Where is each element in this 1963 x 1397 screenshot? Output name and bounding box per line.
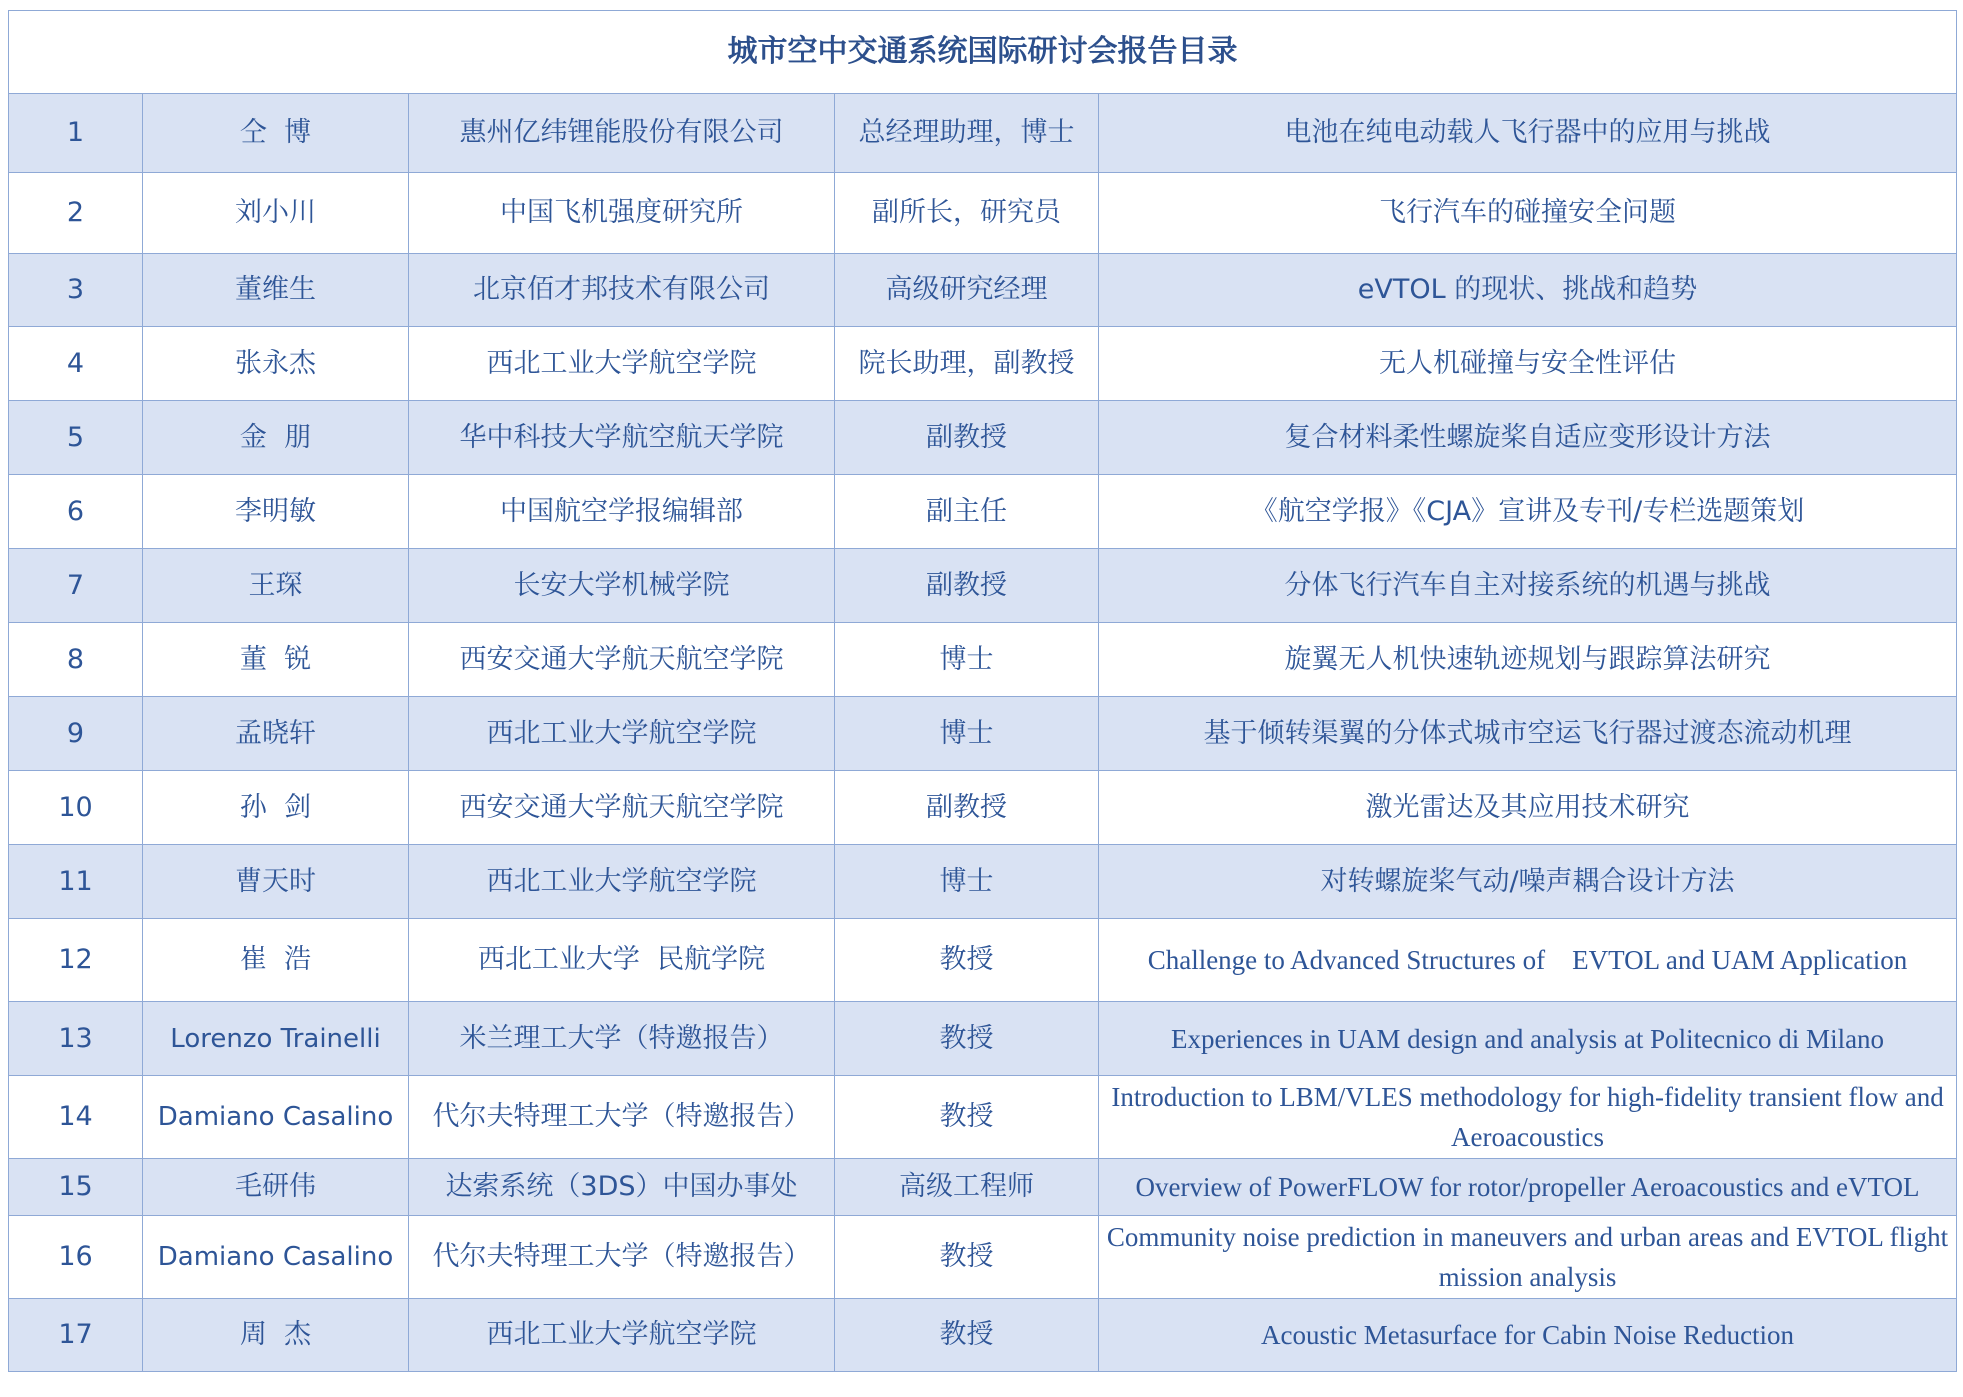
report-topic: Community noise prediction in maneuvers and urban areas and EVTOL flight mission analysis — [1099, 1216, 1957, 1299]
table-row — [9, 771, 1957, 845]
speaker-name: 李明敏 — [143, 475, 409, 549]
speaker-position: 博士 — [835, 845, 1099, 919]
table-row — [9, 549, 1957, 623]
speaker-position: 院长助理，副教授 — [835, 327, 1099, 401]
report-topic: eVTOL 的现状、挑战和趋势 — [1099, 254, 1957, 327]
speaker-organization: 代尔夫特理工大学（特邀报告） — [409, 1076, 835, 1159]
speaker-name: Damiano Casalino — [143, 1076, 409, 1159]
speaker-organization: 西北工业大学航空学院 — [409, 697, 835, 771]
table-row — [9, 475, 1957, 549]
speaker-organization: 西北工业大学航空学院 — [409, 845, 835, 919]
table-row — [9, 1159, 1957, 1216]
table-row — [9, 845, 1957, 919]
table-row — [9, 254, 1957, 327]
table-row — [9, 94, 1957, 173]
speaker-name: 金 朋 — [143, 401, 409, 475]
table-row — [9, 401, 1957, 475]
row-number: 13 — [9, 1002, 143, 1076]
speaker-position: 博士 — [835, 623, 1099, 697]
title-row — [9, 11, 1957, 94]
table-row — [9, 1216, 1957, 1299]
speaker-position: 副教授 — [835, 549, 1099, 623]
row-number: 2 — [9, 173, 143, 254]
speaker-name: 董 锐 — [143, 623, 409, 697]
speaker-name: Lorenzo Trainelli — [143, 1002, 409, 1076]
speaker-position: 高级研究经理 — [835, 254, 1099, 327]
report-topic: 飞行汽车的碰撞安全问题 — [1099, 173, 1957, 254]
speaker-organization: 西安交通大学航天航空学院 — [409, 771, 835, 845]
table-row — [9, 1299, 1957, 1372]
speaker-position: 博士 — [835, 697, 1099, 771]
speaker-name: 孟晓轩 — [143, 697, 409, 771]
speaker-position: 副所长，研究员 — [835, 173, 1099, 254]
report-topic: 激光雷达及其应用技术研究 — [1099, 771, 1957, 845]
row-number: 15 — [9, 1159, 143, 1216]
speaker-name: 崔 浩 — [143, 919, 409, 1002]
speaker-organization: 华中科技大学航空航天学院 — [409, 401, 835, 475]
row-number: 5 — [9, 401, 143, 475]
row-number: 10 — [9, 771, 143, 845]
speaker-name: 曹天时 — [143, 845, 409, 919]
speaker-organization: 米兰理工大学（特邀报告） — [409, 1002, 835, 1076]
table-row — [9, 623, 1957, 697]
speaker-organization: 惠州亿纬锂能股份有限公司 — [409, 94, 835, 173]
report-topic: Introduction to LBM/VLES methodology for high-fidelity transient flow and Aeroacoustics — [1099, 1076, 1957, 1159]
report-topic: 基于倾转渠翼的分体式城市空运飞行器过渡态流动机理 — [1099, 697, 1957, 771]
row-number: 17 — [9, 1299, 143, 1372]
table-row — [9, 697, 1957, 771]
speaker-position: 教授 — [835, 1299, 1099, 1372]
report-topic: 分体飞行汽车自主对接系统的机遇与挑战 — [1099, 549, 1957, 623]
row-number: 11 — [9, 845, 143, 919]
table-title: 城市空中交通系统国际研讨会报告目录 — [9, 11, 1957, 94]
row-number: 4 — [9, 327, 143, 401]
speaker-organization: 中国飞机强度研究所 — [409, 173, 835, 254]
row-number: 6 — [9, 475, 143, 549]
table-row — [9, 919, 1957, 1002]
speaker-position: 总经理助理，博士 — [835, 94, 1099, 173]
report-topic: 旋翼无人机快速轨迹规划与跟踪算法研究 — [1099, 623, 1957, 697]
speaker-position: 副教授 — [835, 401, 1099, 475]
speaker-name: 孙 剑 — [143, 771, 409, 845]
speaker-organization: 长安大学机械学院 — [409, 549, 835, 623]
speaker-name: 刘小川 — [143, 173, 409, 254]
report-catalog — [8, 10, 1956, 1390]
report-table — [8, 10, 1957, 1372]
report-topic: 《航空学报》《CJA》宣讲及专刊/专栏选题策划 — [1099, 475, 1957, 549]
speaker-position: 教授 — [835, 1002, 1099, 1076]
report-topic: Overview of PowerFLOW for rotor/propeller Aeroacoustics and eVTOL — [1099, 1159, 1957, 1216]
report-topic: 对转螺旋桨气动/噪声耦合设计方法 — [1099, 845, 1957, 919]
speaker-name: 仝 博 — [143, 94, 409, 173]
table-row — [9, 173, 1957, 254]
speaker-organization: 西北工业大学航空学院 — [409, 1299, 835, 1372]
speaker-organization: 北京佰才邦技术有限公司 — [409, 254, 835, 327]
speaker-name: 张永杰 — [143, 327, 409, 401]
table-row — [9, 327, 1957, 401]
speaker-organization: 西安交通大学航天航空学院 — [409, 623, 835, 697]
speaker-name: 王琛 — [143, 549, 409, 623]
report-topic: 电池在纯电动载人飞行器中的应用与挑战 — [1099, 94, 1957, 173]
row-number: 16 — [9, 1216, 143, 1299]
speaker-organization: 中国航空学报编辑部 — [409, 475, 835, 549]
report-topic: 无人机碰撞与安全性评估 — [1099, 327, 1957, 401]
speaker-organization: 西北工业大学 民航学院 — [409, 919, 835, 1002]
row-number: 9 — [9, 697, 143, 771]
row-number: 3 — [9, 254, 143, 327]
speaker-position: 副主任 — [835, 475, 1099, 549]
speaker-name: 周 杰 — [143, 1299, 409, 1372]
speaker-position: 高级工程师 — [835, 1159, 1099, 1216]
row-number: 8 — [9, 623, 143, 697]
row-number: 14 — [9, 1076, 143, 1159]
speaker-position: 副教授 — [835, 771, 1099, 845]
report-topic: Experiences in UAM design and analysis at Politecnico di Milano — [1099, 1002, 1957, 1076]
speaker-name: 毛研伟 — [143, 1159, 409, 1216]
speaker-organization: 代尔夫特理工大学（特邀报告） — [409, 1216, 835, 1299]
speaker-position: 教授 — [835, 919, 1099, 1002]
table-row — [9, 1076, 1957, 1159]
speaker-name: Damiano Casalino — [143, 1216, 409, 1299]
row-number: 7 — [9, 549, 143, 623]
row-number: 12 — [9, 919, 143, 1002]
speaker-position: 教授 — [835, 1076, 1099, 1159]
speaker-organization: 达索系统（3DS）中国办事处 — [409, 1159, 835, 1216]
table-row — [9, 1002, 1957, 1076]
report-topic: Acoustic Metasurface for Cabin Noise Reduction — [1099, 1299, 1957, 1372]
speaker-position: 教授 — [835, 1216, 1099, 1299]
speaker-organization: 西北工业大学航空学院 — [409, 327, 835, 401]
speaker-name: 董维生 — [143, 254, 409, 327]
row-number: 1 — [9, 94, 143, 173]
report-topic: Challenge to Advanced Structures of EVTOL and UAM Application — [1099, 919, 1957, 1002]
report-topic: 复合材料柔性螺旋桨自适应变形设计方法 — [1099, 401, 1957, 475]
